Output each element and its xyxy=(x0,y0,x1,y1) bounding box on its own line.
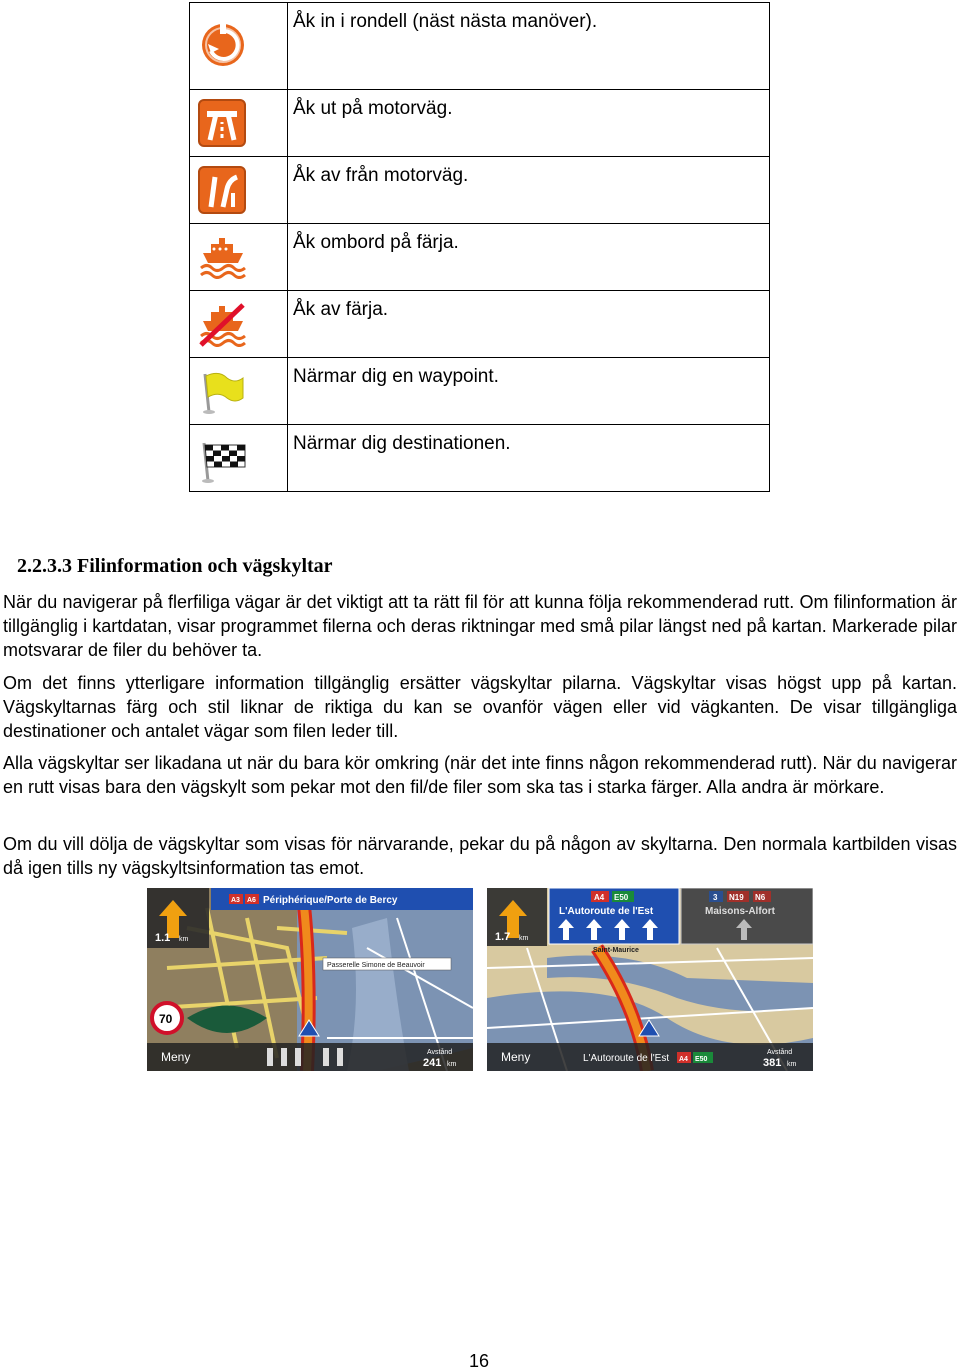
icon-cell xyxy=(190,224,288,291)
roundabout-exit-icon xyxy=(197,19,249,71)
checkered-flag-icon xyxy=(197,437,249,483)
menu-button[interactable]: Meny xyxy=(161,1050,191,1064)
icon-cell xyxy=(190,157,288,224)
maneuver-text: Närmar dig destinationen. xyxy=(288,425,770,492)
paragraph-lane-info: När du navigerar på flerfiliga vägar är det viktigt att ta rätt fil för att kunna följa rekommenderad rutt. Om filinformation är tillgänglig i kartdatan, visar programmet filerna och deras riktningar med små pilar längst ned på kartan. Markerade pilar motsvarar de filer du behöver ta. xyxy=(3,592,957,660)
remaining-label: Avstånd xyxy=(427,1049,453,1056)
table-row xyxy=(190,358,770,425)
section-heading: 2.2.3.3 Filinformation och vägskyltar xyxy=(17,555,333,577)
maneuver-text: Åk in i rondell (näst nästa manöver). xyxy=(288,3,770,90)
icon-cell xyxy=(190,3,288,90)
menu-button[interactable]: Meny xyxy=(501,1050,531,1064)
remaining-unit: km xyxy=(787,1061,797,1068)
bottom-road-a: A4 xyxy=(679,1056,688,1063)
sign-road-a: A3 xyxy=(231,897,240,904)
table-row xyxy=(190,291,770,358)
turn-distance-unit: km xyxy=(519,935,529,942)
navigation-screenshot-1 xyxy=(147,888,473,1071)
sign1-road-a: A4 xyxy=(594,893,605,902)
paragraph-sign-appearance: Alla vägskyltar ser likadana ut när du bara kör omkring (när det inte finns någon rekommenderad rutt). När du navigerar en rutt visas bara den vägskylt som pekar mot den fil/de filer som ska tas i starka färger. Alla andra är mörkare. xyxy=(3,753,957,797)
table-row xyxy=(190,157,770,224)
sign2-destination: Maisons-Alfort xyxy=(705,906,775,917)
sign2-road-b: N19 xyxy=(729,893,744,902)
remaining-value: 241 xyxy=(423,1057,442,1069)
icon-cell xyxy=(190,291,288,358)
place-label: Saint-Maurice xyxy=(593,947,639,954)
sign1-road-b: E50 xyxy=(614,893,629,902)
sign2-road-c: N6 xyxy=(755,893,766,902)
maneuver-icon-table xyxy=(189,2,770,492)
turn-distance: 1.7 xyxy=(495,931,511,943)
street-label: Passerelle Simone de Beauvoir xyxy=(327,962,425,969)
enter-motorway-icon xyxy=(197,98,247,148)
maneuver-text: Åk ombord på färja. xyxy=(288,224,770,291)
maneuver-text: Åk av färja. xyxy=(288,291,770,358)
table-row xyxy=(190,3,770,90)
bottom-street: L'Autoroute de l'Est xyxy=(583,1053,670,1064)
icon-cell xyxy=(190,425,288,492)
sign-destination: Périphérique/Porte de Bercy xyxy=(263,895,398,906)
exit-motorway-icon xyxy=(197,165,247,215)
table-row xyxy=(190,224,770,291)
leave-ferry-icon xyxy=(197,301,249,347)
paragraph-signposts: Om det finns ytterligare information tillgänglig ersätter vägskyltar pilarna. Vägskyltar visas högst upp på kartan. Vägskyltarnas färg och stil liknar de riktiga du kan se ovanför vägen eller vid vägkanten. De visar tillgängliga destinationer och antalet vägar som filen leder till. xyxy=(3,673,957,741)
sign2-road-a: 3 xyxy=(713,893,718,902)
table-row xyxy=(190,90,770,157)
remaining-unit: km xyxy=(447,1061,457,1068)
maneuver-text: Åk ut på motorväg. xyxy=(288,90,770,157)
sign1-destination: L'Autoroute de l'Est xyxy=(559,906,654,917)
turn-distance-unit: km xyxy=(179,936,189,943)
remaining-label: Avstånd xyxy=(767,1049,793,1056)
speed-limit: 70 xyxy=(159,1012,173,1026)
sign-road-b: A6 xyxy=(247,897,256,904)
navigation-screenshot-2 xyxy=(487,888,813,1071)
maneuver-text: Närmar dig en waypoint. xyxy=(288,358,770,425)
table-row xyxy=(190,425,770,492)
turn-distance: 1.1 xyxy=(155,932,171,944)
maneuver-text: Åk av från motorväg. xyxy=(288,157,770,224)
paragraph-hide-signs: Om du vill dölja de vägskyltar som visas för närvarande, pekar du på någon av skyltarna. Den normala kartbilden visas då igen tills ny vägskyltsinformation tas emot. xyxy=(3,834,957,878)
icon-cell xyxy=(190,90,288,157)
page-number: 16 xyxy=(469,1351,490,1371)
bottom-road-b: E50 xyxy=(695,1056,708,1063)
board-ferry-icon xyxy=(197,235,249,279)
icon-cell xyxy=(190,358,288,425)
waypoint-flag-icon xyxy=(197,366,247,416)
remaining-value: 381 xyxy=(763,1057,782,1069)
